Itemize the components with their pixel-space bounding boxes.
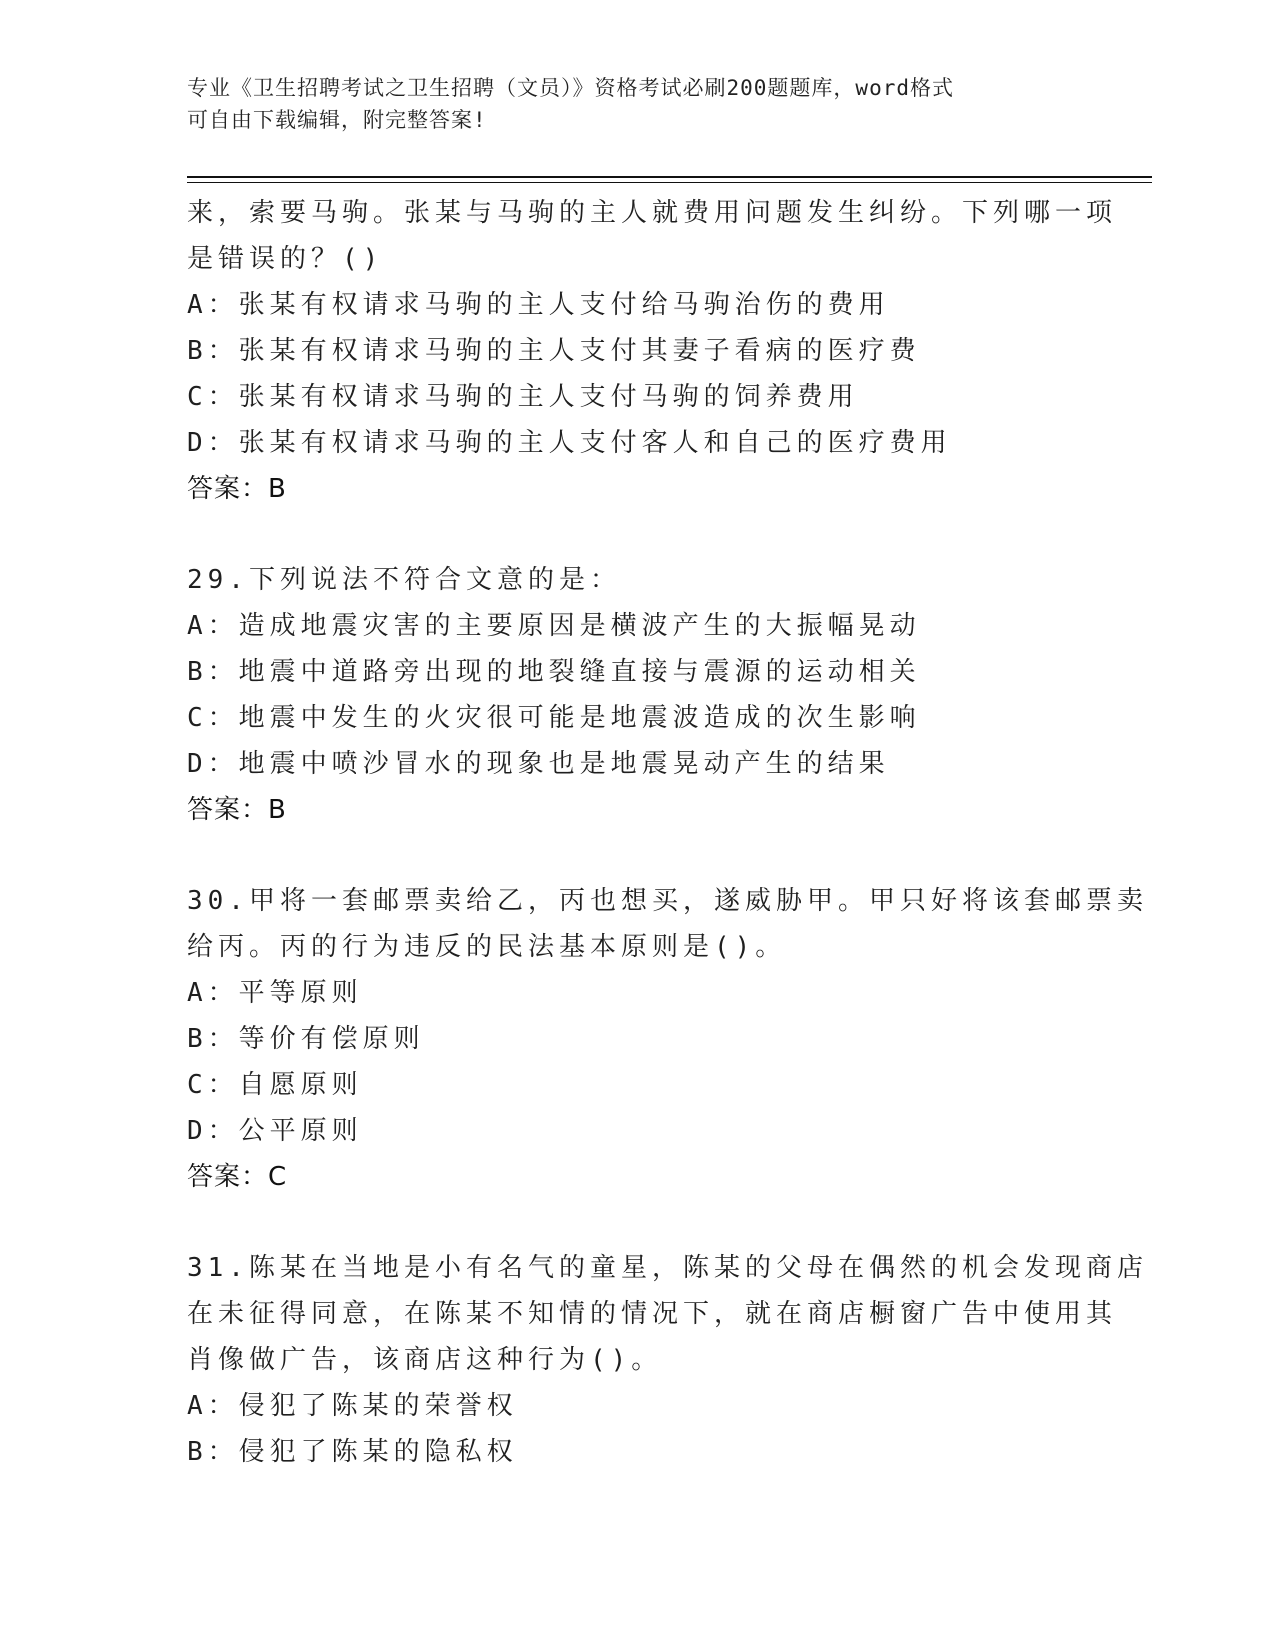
option-b: B：等价有偿原则 (187, 1024, 425, 1054)
question-stem-line: 在未征得同意，在陈某不知情的情况下，就在商店橱窗广告中使用其 (187, 1299, 1118, 1329)
option-b: B：地震中道路旁出现的地裂缝直接与震源的运动相关 (187, 657, 921, 687)
header-title-line-1: 专业《卫生招聘考试之卫生招聘（文员）》资格考试必刷200题题库，word格式 (187, 76, 954, 100)
header-divider-thin (187, 182, 1152, 183)
question-content (187, 190, 1148, 1475)
option-d: D：公平原则 (187, 1116, 363, 1146)
header-title-line-2: 可自由下载编辑，附完整答案! (187, 108, 487, 132)
question-29 (187, 557, 1087, 833)
question-31 (187, 1245, 1148, 1475)
question-stem-line: 给丙。丙的行为违反的民法基本原则是()。 (187, 932, 787, 962)
question-28 (187, 190, 1118, 512)
option-c: C：张某有权请求马驹的主人支付马驹的饲养费用 (187, 382, 859, 412)
question-stem-line: 是错误的？() (187, 244, 384, 274)
option-a: A：造成地震灾害的主要原因是横波产生的大振幅晃动 (187, 611, 921, 641)
question-spacer (187, 1200, 1087, 1245)
option-b: B：张某有权请求马驹的主人支付其妻子看病的医疗费 (187, 336, 921, 366)
question-stem-line: 29.下列说法不符合文意的是： (187, 565, 621, 595)
question-stem-line: 肖像做广告，该商店这种行为()。 (187, 1345, 663, 1375)
answer-label: 答案：B (187, 474, 287, 504)
option-c: C：自愿原则 (187, 1070, 363, 1100)
option-a: A：平等原则 (187, 978, 363, 1008)
option-b: B：侵犯了陈某的隐私权 (187, 1437, 518, 1467)
question-spacer (187, 833, 1087, 878)
document-header (187, 72, 1087, 136)
question-stem-line: 来，索要马驹。张某与马驹的主人就费用问题发生纠纷。下列哪一项 (187, 198, 1118, 228)
question-stem-line: 30.甲将一套邮票卖给乙，丙也想买，遂威胁甲。甲只好将该套邮票卖 (187, 886, 1148, 916)
option-d: D：地震中喷沙冒水的现象也是地震晃动产生的结果 (187, 749, 890, 779)
option-a: A：侵犯了陈某的荣誉权 (187, 1391, 518, 1421)
option-d: D：张某有权请求马驹的主人支付客人和自己的医疗费用 (187, 428, 952, 458)
question-spacer (187, 512, 1087, 557)
answer-label: 答案：B (187, 795, 287, 825)
option-c: C：地震中发生的火灾很可能是地震波造成的次生影响 (187, 703, 921, 733)
option-a: A：张某有权请求马驹的主人支付给马驹治伤的费用 (187, 290, 890, 320)
answer-label: 答案：C (187, 1162, 288, 1192)
question-stem-line: 31.陈某在当地是小有名气的童星，陈某的父母在偶然的机会发现商店 (187, 1253, 1148, 1283)
header-divider-thick (187, 176, 1152, 178)
question-30 (187, 878, 1148, 1200)
